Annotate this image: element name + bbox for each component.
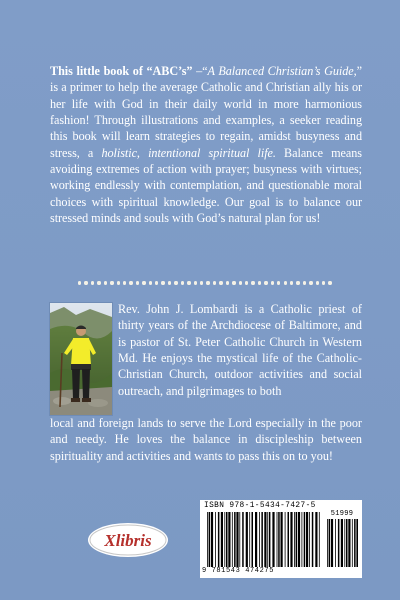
author-photo-image [50,303,112,415]
barcode-digits: 9 781543 474275 [202,567,275,575]
blurb-title: A Balanced Christian’s Guide, [207,64,357,78]
blurb-dash: –“ [192,64,208,78]
publisher-logo [86,519,170,561]
logo-text: Xlibris [104,531,152,550]
bio-text-bottom: local and foreign lands to serve the Lord especially in the poor and needy. He loves the balance in discipleship between spirituality and activities and wants to pass this on to you! [50,416,362,463]
author-photo [49,302,113,416]
barcode-bars [206,512,321,567]
dotted-divider [78,280,332,286]
isbn-barcode [200,500,362,578]
book-description [50,63,362,226]
xlibris-logo [86,519,170,561]
author-bio-top [118,301,362,399]
blurb-text-1: ” is a primer to help the average Catholic and Christian ally his or her life with God in their daily world in more harmonious fashion! Through illustrations and examples, a seeker reading this book will learn strategies to regain, amidst busyness and stress, a [50,64,362,160]
isbn-number: ISBN 978-1-5434-7427-5 [204,502,316,510]
author-bio-bottom [50,415,362,464]
blurb-italic-phrase: holistic, intentional spiritual life. [101,145,276,160]
bio-text-top: Rev. John J. Lombardi is a Catholic priest of thirty years of the Archdiocese of Baltimore, and is pastor of St. Peter Catholic Church in Western Md. He enjoys the mystical life of the Catholic-Christian Church, outdoor activities and social outreach, and pilgrimages to both [118,302,362,398]
blurb-lead: This little book of “ABC’s” [50,64,193,78]
blurb-text-2: Balance means avoiding extremes of action with prayer; busyness with virtues; working endlessly with contemplation, and questionable moral choices with spiritual knowledge. Our goal is to balance our stressed minds and souls with God’s natural plan for us! [50,145,362,226]
barcode-addon-bars [326,519,358,567]
barcode-addon-number: 51999 [330,510,354,518]
